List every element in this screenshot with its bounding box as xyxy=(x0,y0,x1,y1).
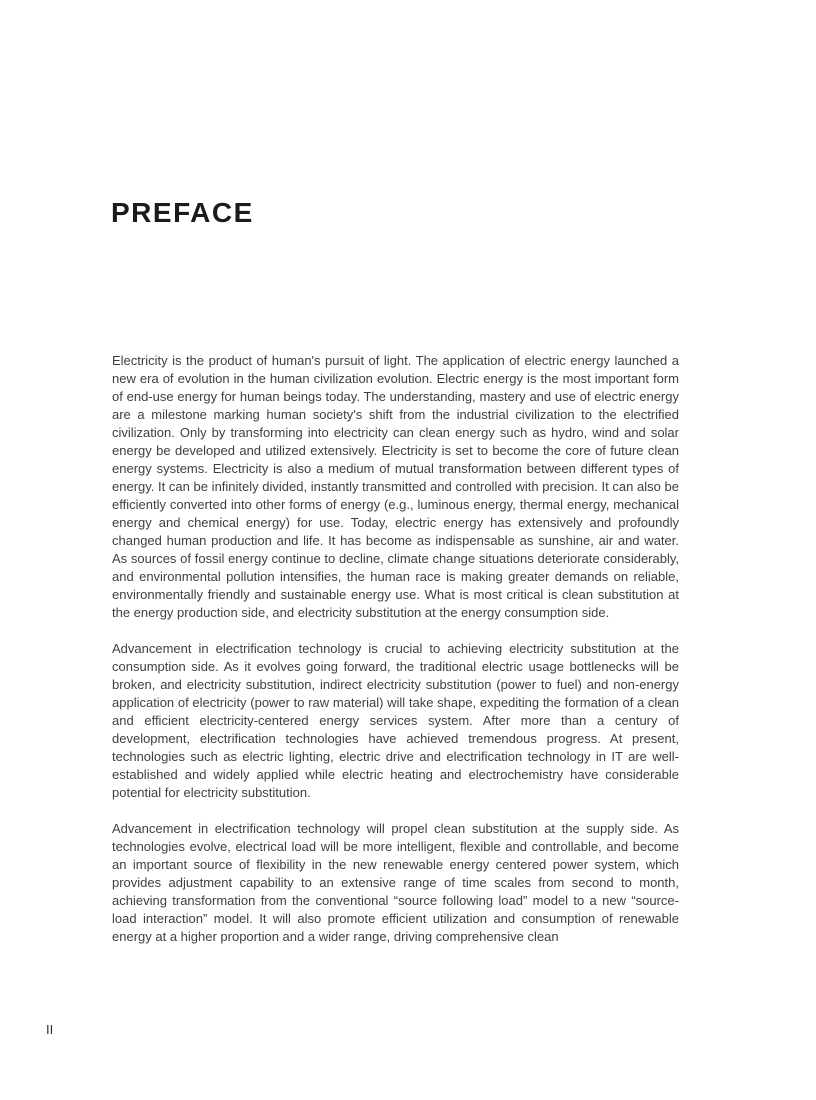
paragraph-2: Advancement in electrification technology is crucial to achieving electricity substitution at the consumption side. As it evolves going forward, the traditional electric usage bottlenecks will be broken, and electricity substitution, indirect electricity substitution (power to fuel) and non-energy application of electricity (power to raw material) will take shape, expediting the formation of a clean and efficient electricity-centered energy services system. After more than a century of development, electrification technologies have achieved tremendous progress. At present, technologies such as electric lighting, electric drive and electrification technology in IT are well-established and widely applied while electric heating and electrochemistry have considerable potential for electricity substitution. xyxy=(112,641,679,800)
document-body xyxy=(112,352,679,964)
page-number: II xyxy=(46,1022,54,1037)
page-title: PREFACE xyxy=(111,197,254,228)
paragraph-1: Electricity is the product of human's pursuit of light. The application of electric energy launched a new era of evolution in the human civilization evolution. Electric energy is the most important form of end-use energy for human beings today. The understanding, mastery and use of electric energy are a milestone marking human society's shift from the industrial civilization to the electrified civilization. Only by transforming into electricity can clean energy such as hydro, wind and solar energy be developed and utilized extensively. Electricity is set to become the core of future clean energy systems. Electricity is also a medium of mutual transformation between different types of energy. It can be infinitely divided, instantly transmitted and controlled with precision. It can also be efficiently converted into other forms of energy (e.g., luminous energy, thermal energy, mechanical energy and chemical energy) for use. Today, electric energy has extensively and profoundly changed human production and life. It has become as indispensable as sunshine, air and water. As sources of fossil energy continue to decline, climate change situations deteriorate considerably, and environmental pollution intensifies, the human race is making greater demands on reliable, environmentally friendly and sustainable energy use. What is most critical is clean substitution at the energy production side, and electricity substitution at the energy consumption side. xyxy=(112,353,679,620)
paragraph-3: Advancement in electrification technology will propel clean substitution at the supply side. As technologies evolve, electrical load will be more intelligent, flexible and controllable, and become an important source of flexibility in the new renewable energy centered power system, which provides adjustment capability to an extensive range of time scales from second to month, achieving transformation from the conventional “source following load” model to a new “source-load interaction” model. It will also promote efficient utilization and consumption of renewable energy at a higher proportion and a wider range, driving comprehensive clean xyxy=(112,821,679,944)
